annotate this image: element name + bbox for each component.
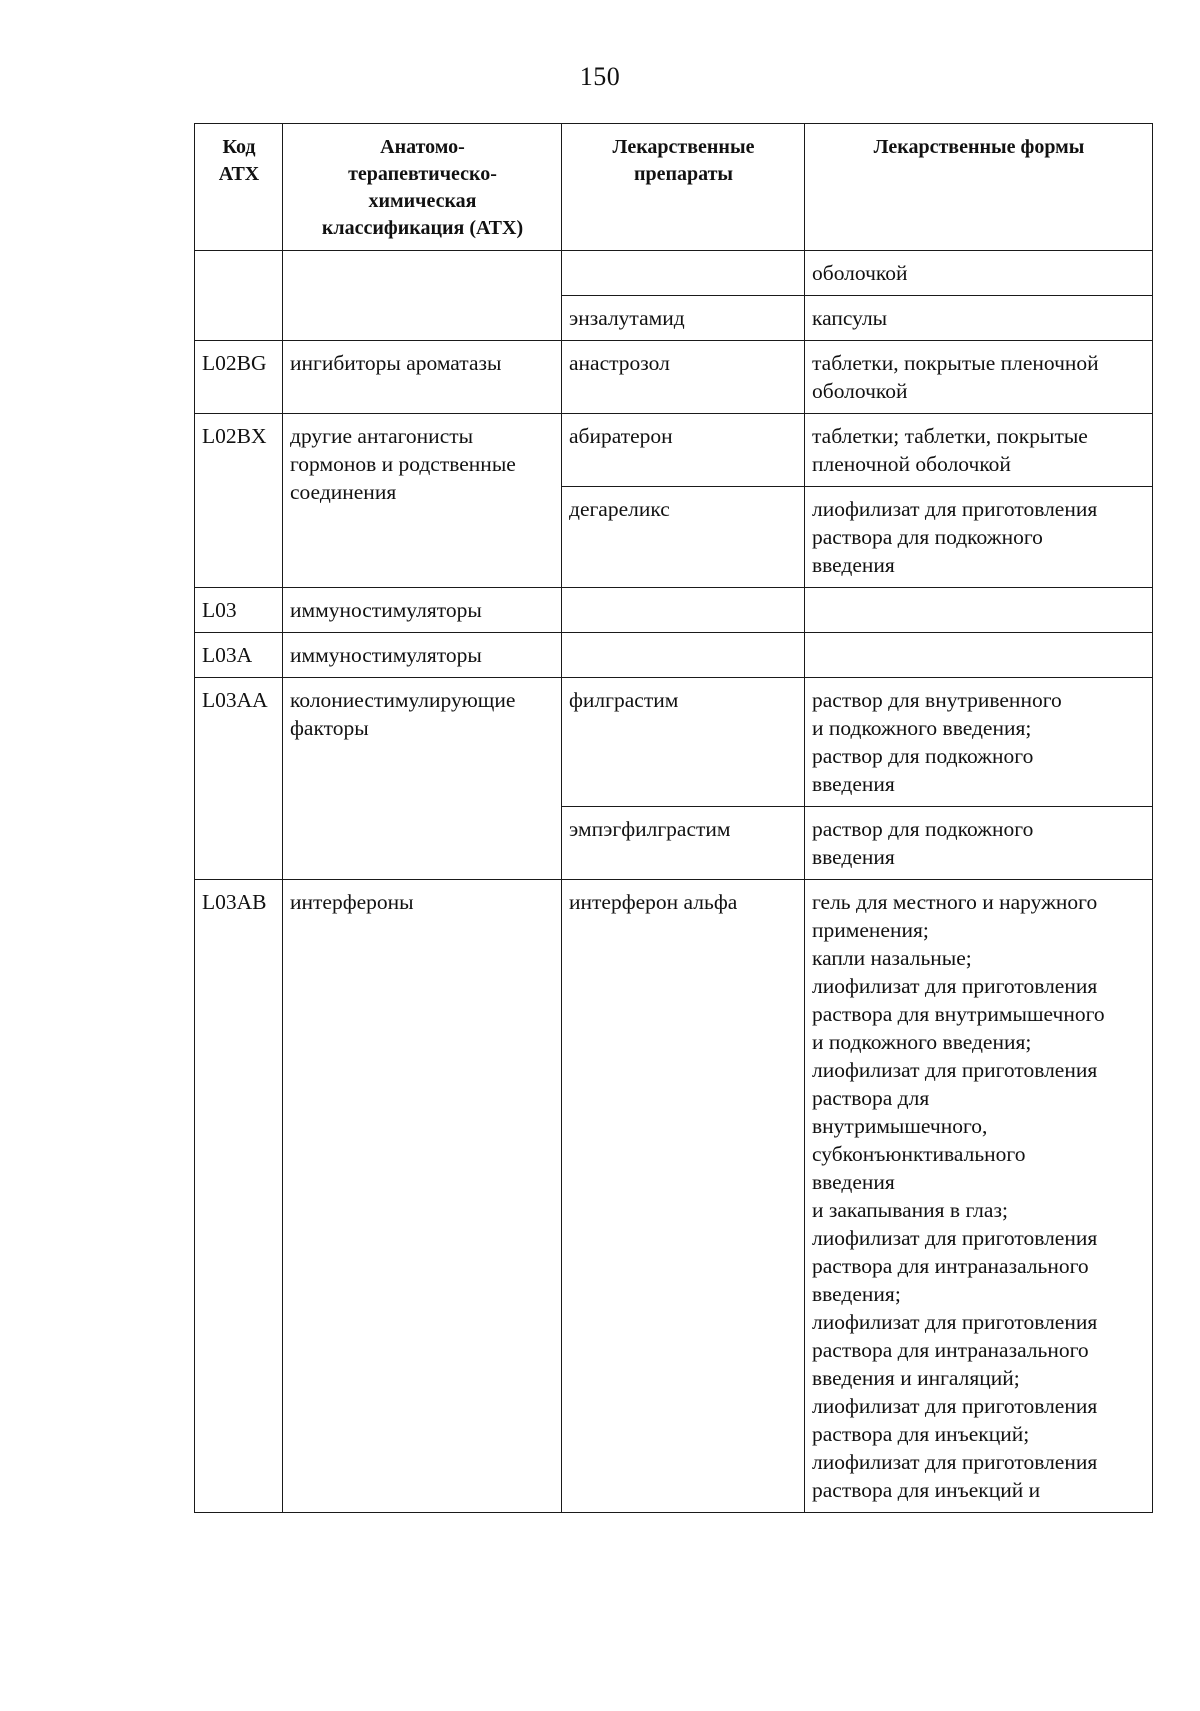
atx-cell: колониестимулирующие факторы bbox=[283, 678, 562, 880]
form-cell bbox=[805, 633, 1153, 678]
drug-cell bbox=[562, 251, 805, 296]
table-row bbox=[195, 588, 1153, 633]
table-row bbox=[195, 633, 1153, 678]
table-row bbox=[195, 678, 1153, 807]
drug-cell: интерферон альфа bbox=[562, 880, 805, 1513]
atx-cell: ингибиторы ароматазы bbox=[283, 341, 562, 414]
drug-cell: дегареликс bbox=[562, 487, 805, 588]
table-header-row bbox=[195, 124, 1153, 251]
form-cell: раствор для подкожного введения bbox=[805, 807, 1153, 880]
form-cell: оболочкой bbox=[805, 251, 1153, 296]
atx-cell: иммуностимуляторы bbox=[283, 633, 562, 678]
drug-cell: филграстим bbox=[562, 678, 805, 807]
header-code: Код АТХ bbox=[195, 124, 283, 251]
table-row bbox=[195, 341, 1153, 414]
drug-cell bbox=[562, 633, 805, 678]
table-row bbox=[195, 251, 1153, 296]
form-cell: таблетки; таблетки, покрытые пленочной оболочкой bbox=[805, 414, 1153, 487]
atx-drug-table bbox=[194, 123, 1153, 1513]
table-row bbox=[195, 414, 1153, 487]
code-cell bbox=[195, 251, 283, 341]
code-cell: L02BX bbox=[195, 414, 283, 588]
header-atx-classification: Анатомо- терапевтическо- химическая классификация (АТХ) bbox=[283, 124, 562, 251]
form-cell: капсулы bbox=[805, 296, 1153, 341]
code-cell: L02BG bbox=[195, 341, 283, 414]
atx-cell bbox=[283, 251, 562, 341]
page-number: 150 bbox=[579, 62, 621, 91]
atx-cell: иммуностимуляторы bbox=[283, 588, 562, 633]
form-cell bbox=[805, 588, 1153, 633]
header-dosage-forms: Лекарственные формы bbox=[805, 124, 1153, 251]
drug-cell: абиратерон bbox=[562, 414, 805, 487]
code-cell: L03AB bbox=[195, 880, 283, 1513]
drug-cell bbox=[562, 588, 805, 633]
form-cell: раствор для внутривенного и подкожного введения; раствор для подкожного введения bbox=[805, 678, 1153, 807]
form-cell: лиофилизат для приготовления раствора для подкожного введения bbox=[805, 487, 1153, 588]
drug-cell: энзалутамид bbox=[562, 296, 805, 341]
form-cell: таблетки, покрытые пленочной оболочкой bbox=[805, 341, 1153, 414]
atx-cell: другие антагонисты гормонов и родственные соединения bbox=[283, 414, 562, 588]
code-cell: L03 bbox=[195, 588, 283, 633]
drug-cell: эмпэгфилграстим bbox=[562, 807, 805, 880]
code-cell: L03AA bbox=[195, 678, 283, 880]
atx-cell: интерфероны bbox=[283, 880, 562, 1513]
drug-cell: анастрозол bbox=[562, 341, 805, 414]
header-drugs: Лекарственные препараты bbox=[562, 124, 805, 251]
code-cell: L03A bbox=[195, 633, 283, 678]
form-cell: гель для местного и наружного применения; капли назальные; лиофилизат для приготовления раствора для внутримышечного и подкожного введения; лиофилизат для приготовления раствора для внутримышечного, субконъюнктивального введения и закапывания в глаз; лиофилизат для приготовления раствора для интраназального введения; лиофилизат для приготовления раствора для интраназального введения и ингаляций; лиофилизат для приготовления раствора для инъекций; лиофилизат для приготовления раствора для инъекций и bbox=[805, 880, 1153, 1513]
table-row bbox=[195, 880, 1153, 1513]
